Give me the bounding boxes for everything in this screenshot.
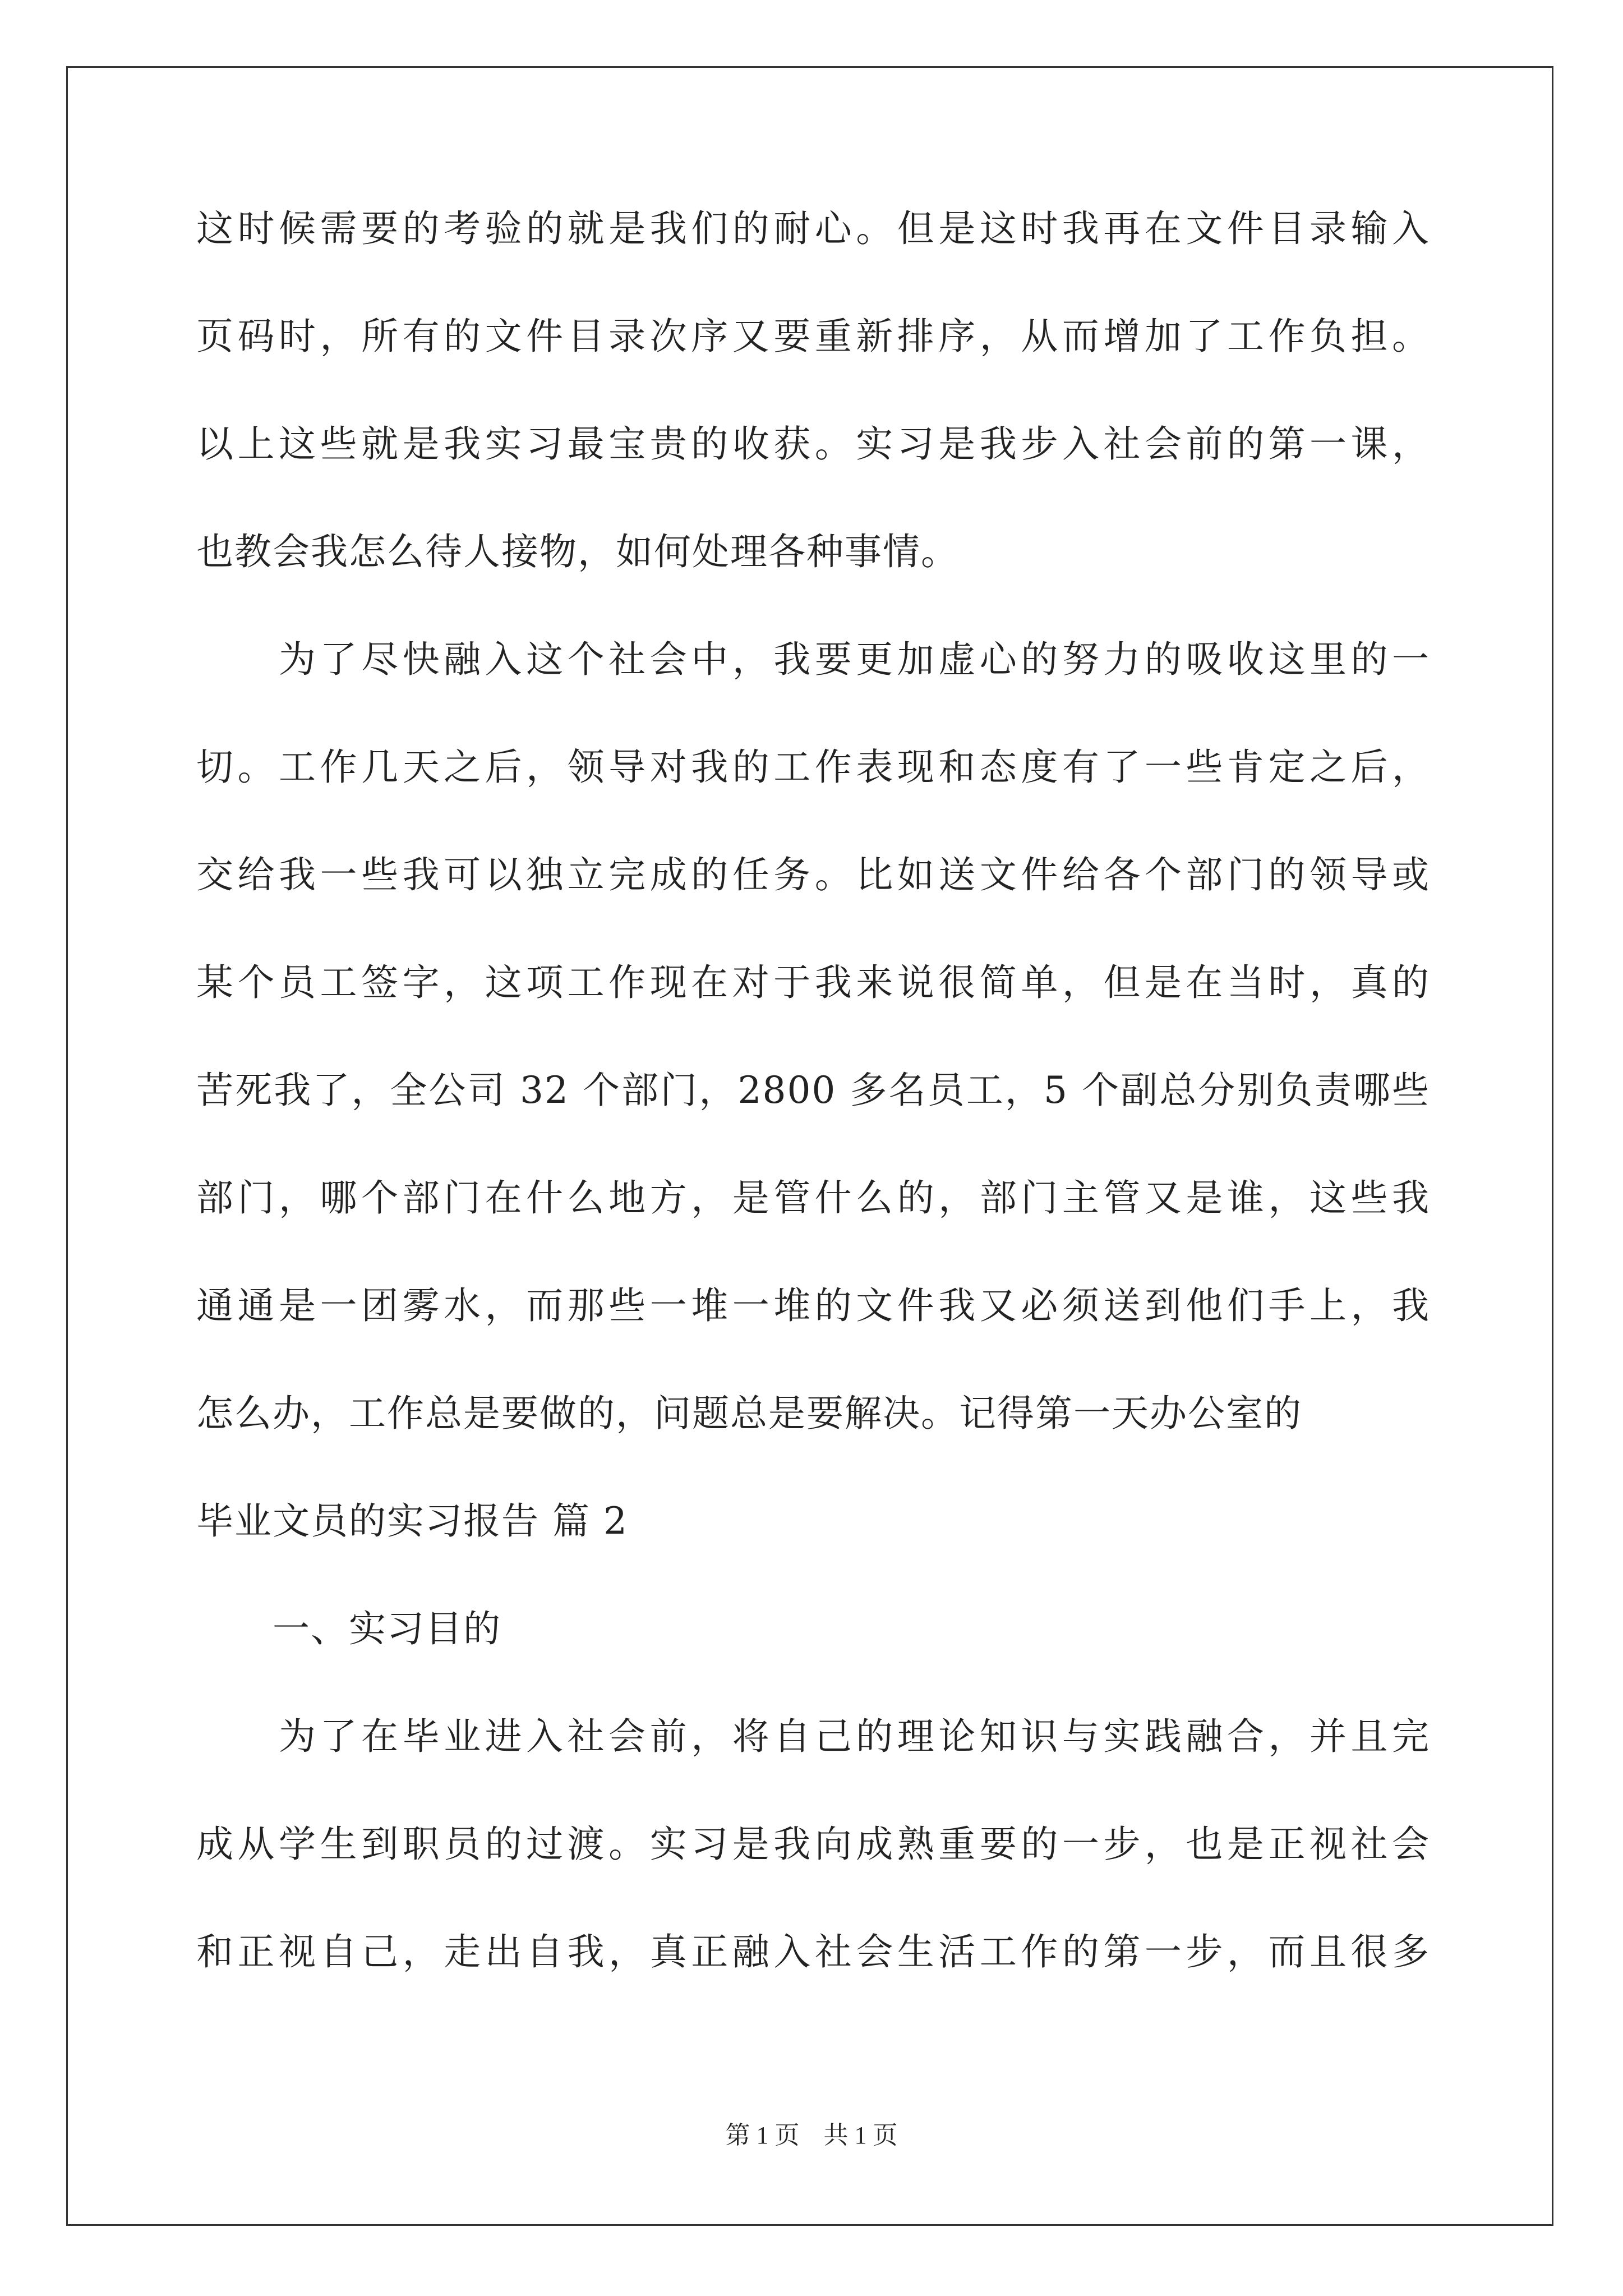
text-line: 和正视自己，走出自我，真正融入社会生活工作的第一步，而且很多 bbox=[196, 1930, 1430, 1973]
text-line: 切。工作几天之后，领导对我的工作表现和态度有了一些肯定之后， bbox=[196, 746, 1430, 789]
page-footer bbox=[0, 2115, 1623, 2151]
text-line: 通通是一团雾水，而那些一堆一堆的文件我又必须送到他们手上，我 bbox=[196, 1284, 1430, 1327]
text-line: 页码时，所有的文件目录次序又要重新排序，从而增加了工作负担。 bbox=[196, 315, 1430, 358]
text-line: 怎么办，工作总是要做的，问题总是要解决。记得第一天办公室的 bbox=[196, 1392, 1302, 1435]
text-line: 也教会我怎么待人接物，如何处理各种事情。 bbox=[196, 530, 959, 573]
subheading: 一、实习目的 bbox=[196, 1607, 501, 1650]
text-line: 苦死我了，全公司 32 个部门，2800 多名员工，5 个副总分别负责哪些 bbox=[196, 1069, 1430, 1112]
text-line: 为了在毕业进入社会前，将自己的理论知识与实践融合，并且完 bbox=[196, 1715, 1430, 1758]
page-number-total: 共 1 页 bbox=[823, 2122, 898, 2149]
page-border bbox=[66, 66, 1553, 2226]
text-line: 某个员工签字，这项工作现在对于我来说很简单，但是在当时，真的 bbox=[196, 961, 1430, 1004]
page-number-current: 第 1 页 bbox=[725, 2122, 800, 2149]
text-line: 以上这些就是我实习最宝贵的收获。实习是我步入社会前的第一课， bbox=[196, 422, 1430, 466]
text-line: 成从学生到职员的过渡。实习是我向成熟重要的一步，也是正视社会 bbox=[196, 1823, 1430, 1866]
section-heading: 毕业文员的实习报告 篇 2 bbox=[196, 1499, 628, 1543]
text-line: 为了尽快融入这个社会中，我要更加虚心的努力的吸收这里的一 bbox=[196, 638, 1430, 681]
text-line: 这时候需要的考验的就是我们的耐心。但是这时我再在文件目录输入 bbox=[196, 207, 1430, 250]
text-line: 交给我一些我可以独立完成的任务。比如送文件给各个部门的领导或 bbox=[196, 853, 1430, 896]
text-line: 部门，哪个部门在什么地方，是管什么的，部门主管又是谁，这些我 bbox=[196, 1176, 1430, 1220]
